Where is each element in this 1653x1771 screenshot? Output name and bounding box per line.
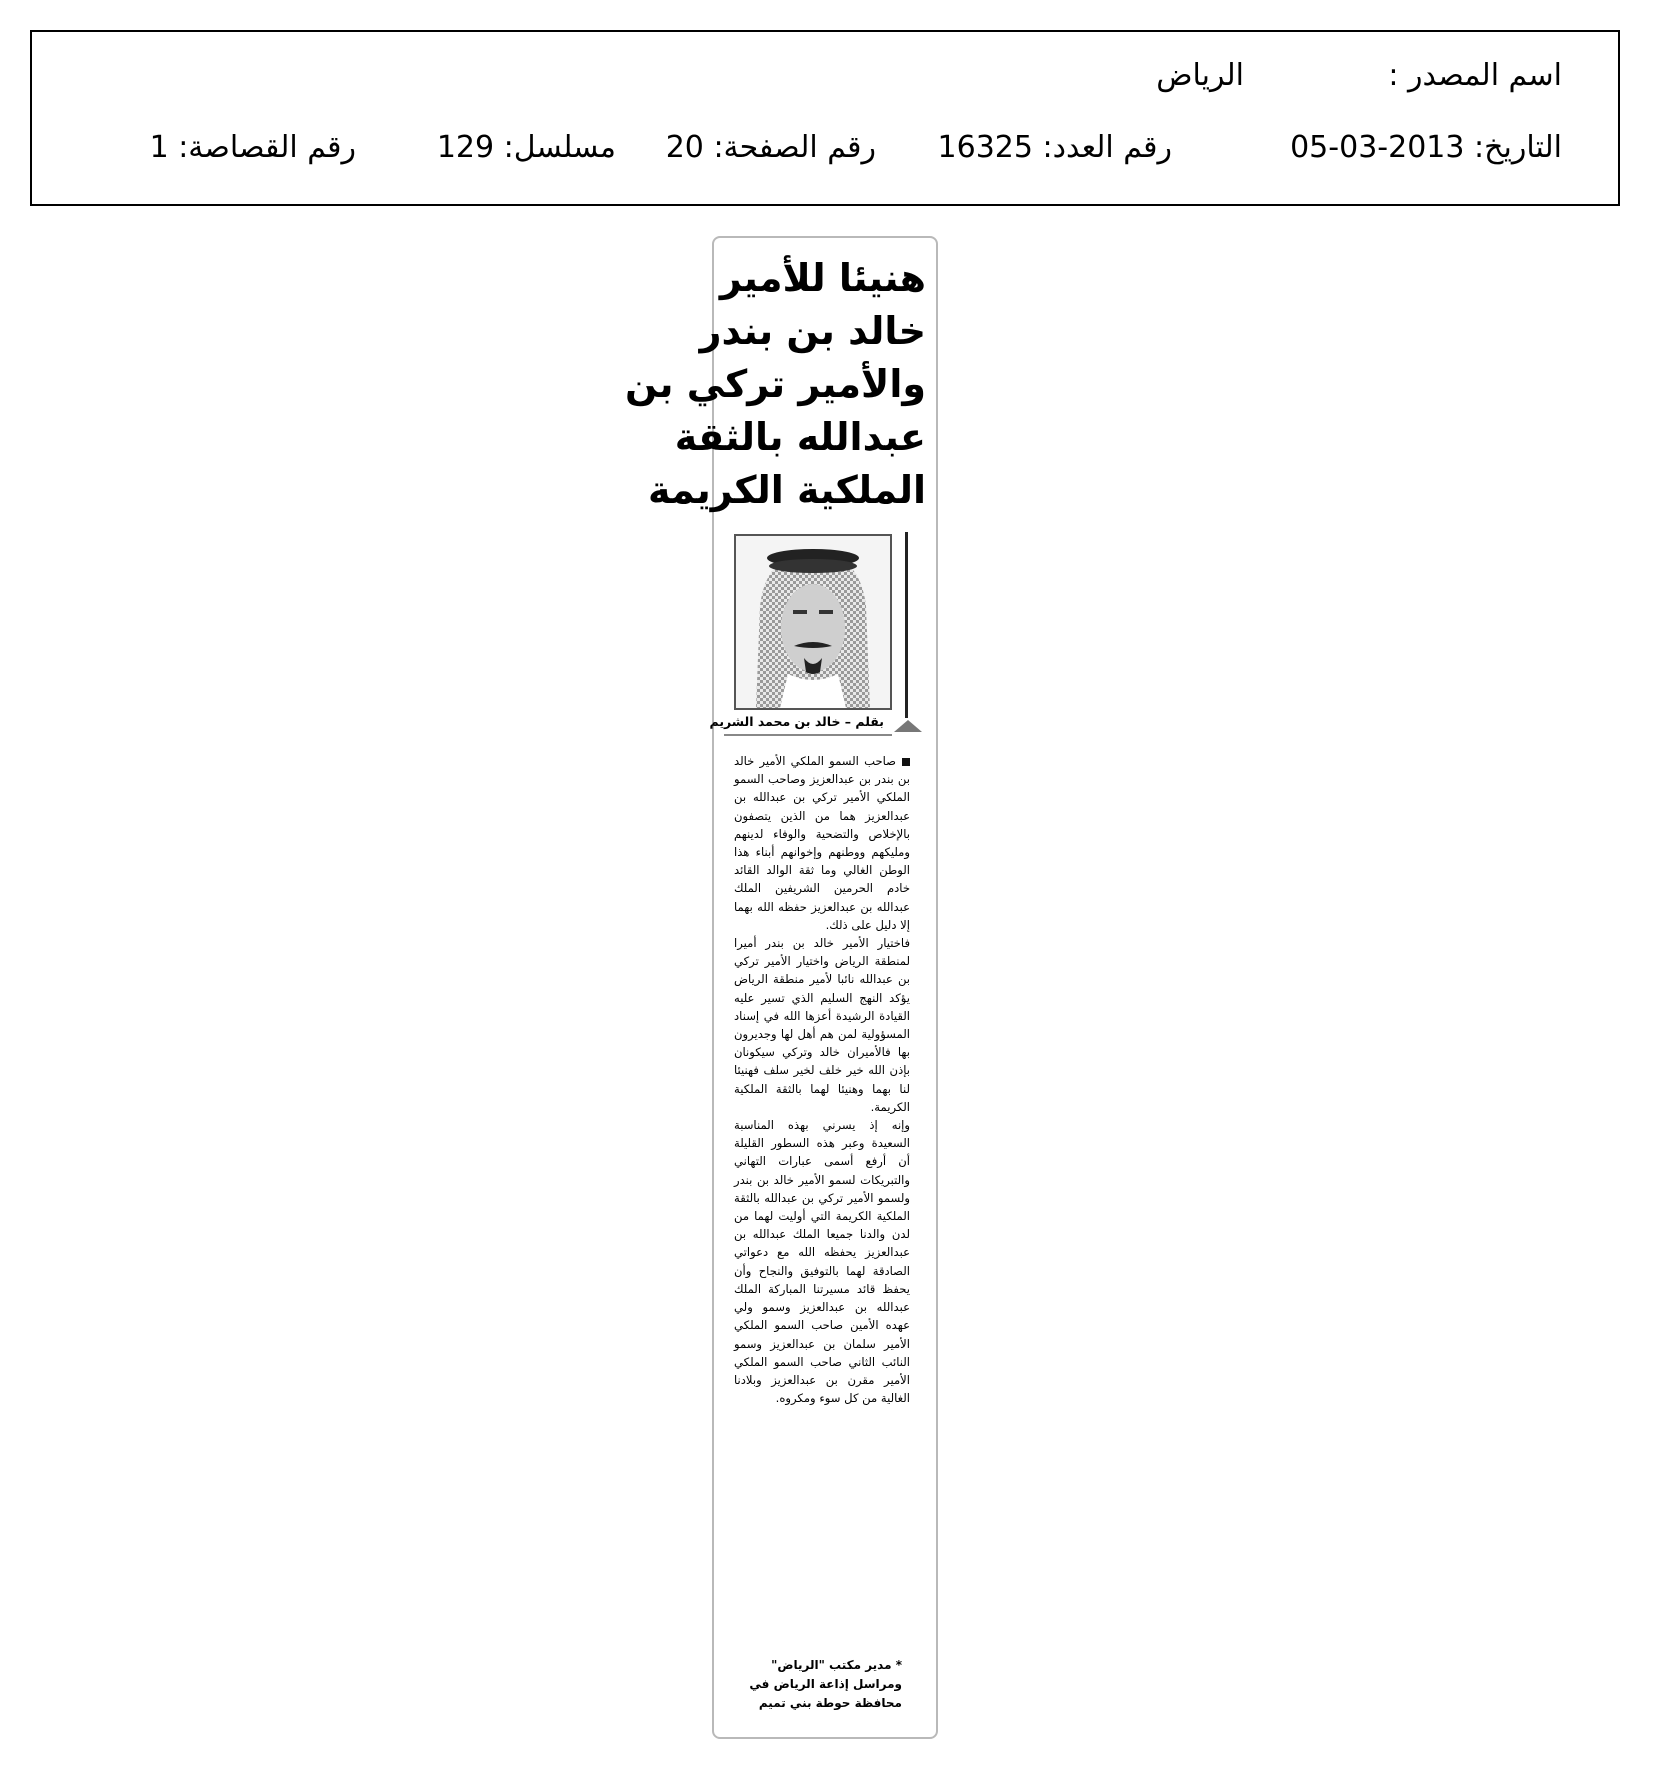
source-value: الرياض — [1156, 58, 1244, 93]
date-field: التاريخ: 2013-03-05 — [1290, 130, 1562, 165]
headline-line: خالد بن بندر — [699, 309, 926, 353]
headline-line: هنيئا للأمير — [719, 256, 926, 300]
byline-arrow-icon — [894, 720, 922, 732]
article-byline: بقلم – خالد بن محمد الشريم — [709, 714, 884, 729]
clipping-metadata-box — [30, 30, 1620, 206]
square-bullet-icon — [902, 758, 910, 766]
article-headline — [625, 252, 926, 517]
photo-divider — [905, 532, 908, 718]
headline-line: عبدالله بالثقة — [674, 415, 926, 459]
article-paragraph: وإنه إذ يسرني بهذه المناسبة السعيدة وعبر هذه السطور القليلة أن أرفع أسمى عبارات التهاني والتبريكات لسمو الأمير خالد بن بندر ولسمو الأمير تركي بن عبدالله بالثقة الملكية الكريمة التي أوليت لهما من لدن والدنا جميعا الملك عبدالله بن عبدالعزيز يحفظه الله مع دعواتي الصادقة لهما بالتوفيق والنجاح وأن يحفظ قائد مسيرتنا المباركة الملك عبدالله بن عبدالعزيز وسمو ولي عهده الأمين صاحب السمو الملكي الأمير سلمان بن عبدالعزيز وسمو النائب الثاني صاحب السمو الملكي الأمير مقرن بن عبدالعزيز وبلادنا الغالية من كل سوء ومكروه. — [734, 1118, 910, 1406]
article-paragraph: فاختيار الأمير خالد بن بندر أميرا لمنطقة الرياض واختيار الأمير تركي بن عبدالله نائبا لأمير منطقة الرياض يؤكد النهج السليم الذي تسير عليه القيادة الرشيدة أعزها الله في إسناد المسؤولية لمن هم أهل لها وجديرون بها فالأميران خالد وتركي سيكونان بإذن الله خير خلف لخير سلف فهنيئا لنا بهما وهنيئا لهما بالثقة الملكية الكريمة. — [734, 936, 910, 1114]
issue-number-field: رقم العدد: 16325 — [937, 130, 1172, 165]
source-label: اسم المصدر : — [1388, 58, 1562, 93]
byline-underline — [724, 734, 892, 736]
author-portrait-image — [736, 536, 890, 708]
clip-number-field: رقم القصاصة: 1 — [149, 130, 356, 165]
author-footnote: * مدير مكتب "الرياض" ومراسل إذاعة الرياض في محافظة حوطة بني تميم — [749, 1658, 902, 1710]
serial-field: مسلسل: 129 — [436, 130, 616, 165]
headline-line: والأمير تركي بن — [625, 362, 926, 406]
headline-line: الملكية الكريمة — [648, 468, 926, 512]
article-body — [734, 752, 910, 1407]
page-number-field: رقم الصفحة: 20 — [665, 130, 876, 165]
details-row — [88, 128, 1562, 168]
newspaper-clipping — [625, 236, 938, 1739]
author-photo — [734, 534, 892, 710]
article-paragraph: صاحب السمو الملكي الأمير خالد بن بندر بن عبدالعزيز وصاحب السمو الملكي الأمير تركي بن عبدالله بن عبدالعزيز هما من الذين يتصفون بالإخلاص والتضحية والوفاء لدينهم ومليكهم ووطنهم وإخوانهم أبناء هذا الوطن الغالي وما ثقة الوالد القائد خادم الحرمين الشريفين الملك عبدالله بن عبدالعزيز حفظه الله بهما إلا دليل على ذلك. — [734, 754, 910, 932]
